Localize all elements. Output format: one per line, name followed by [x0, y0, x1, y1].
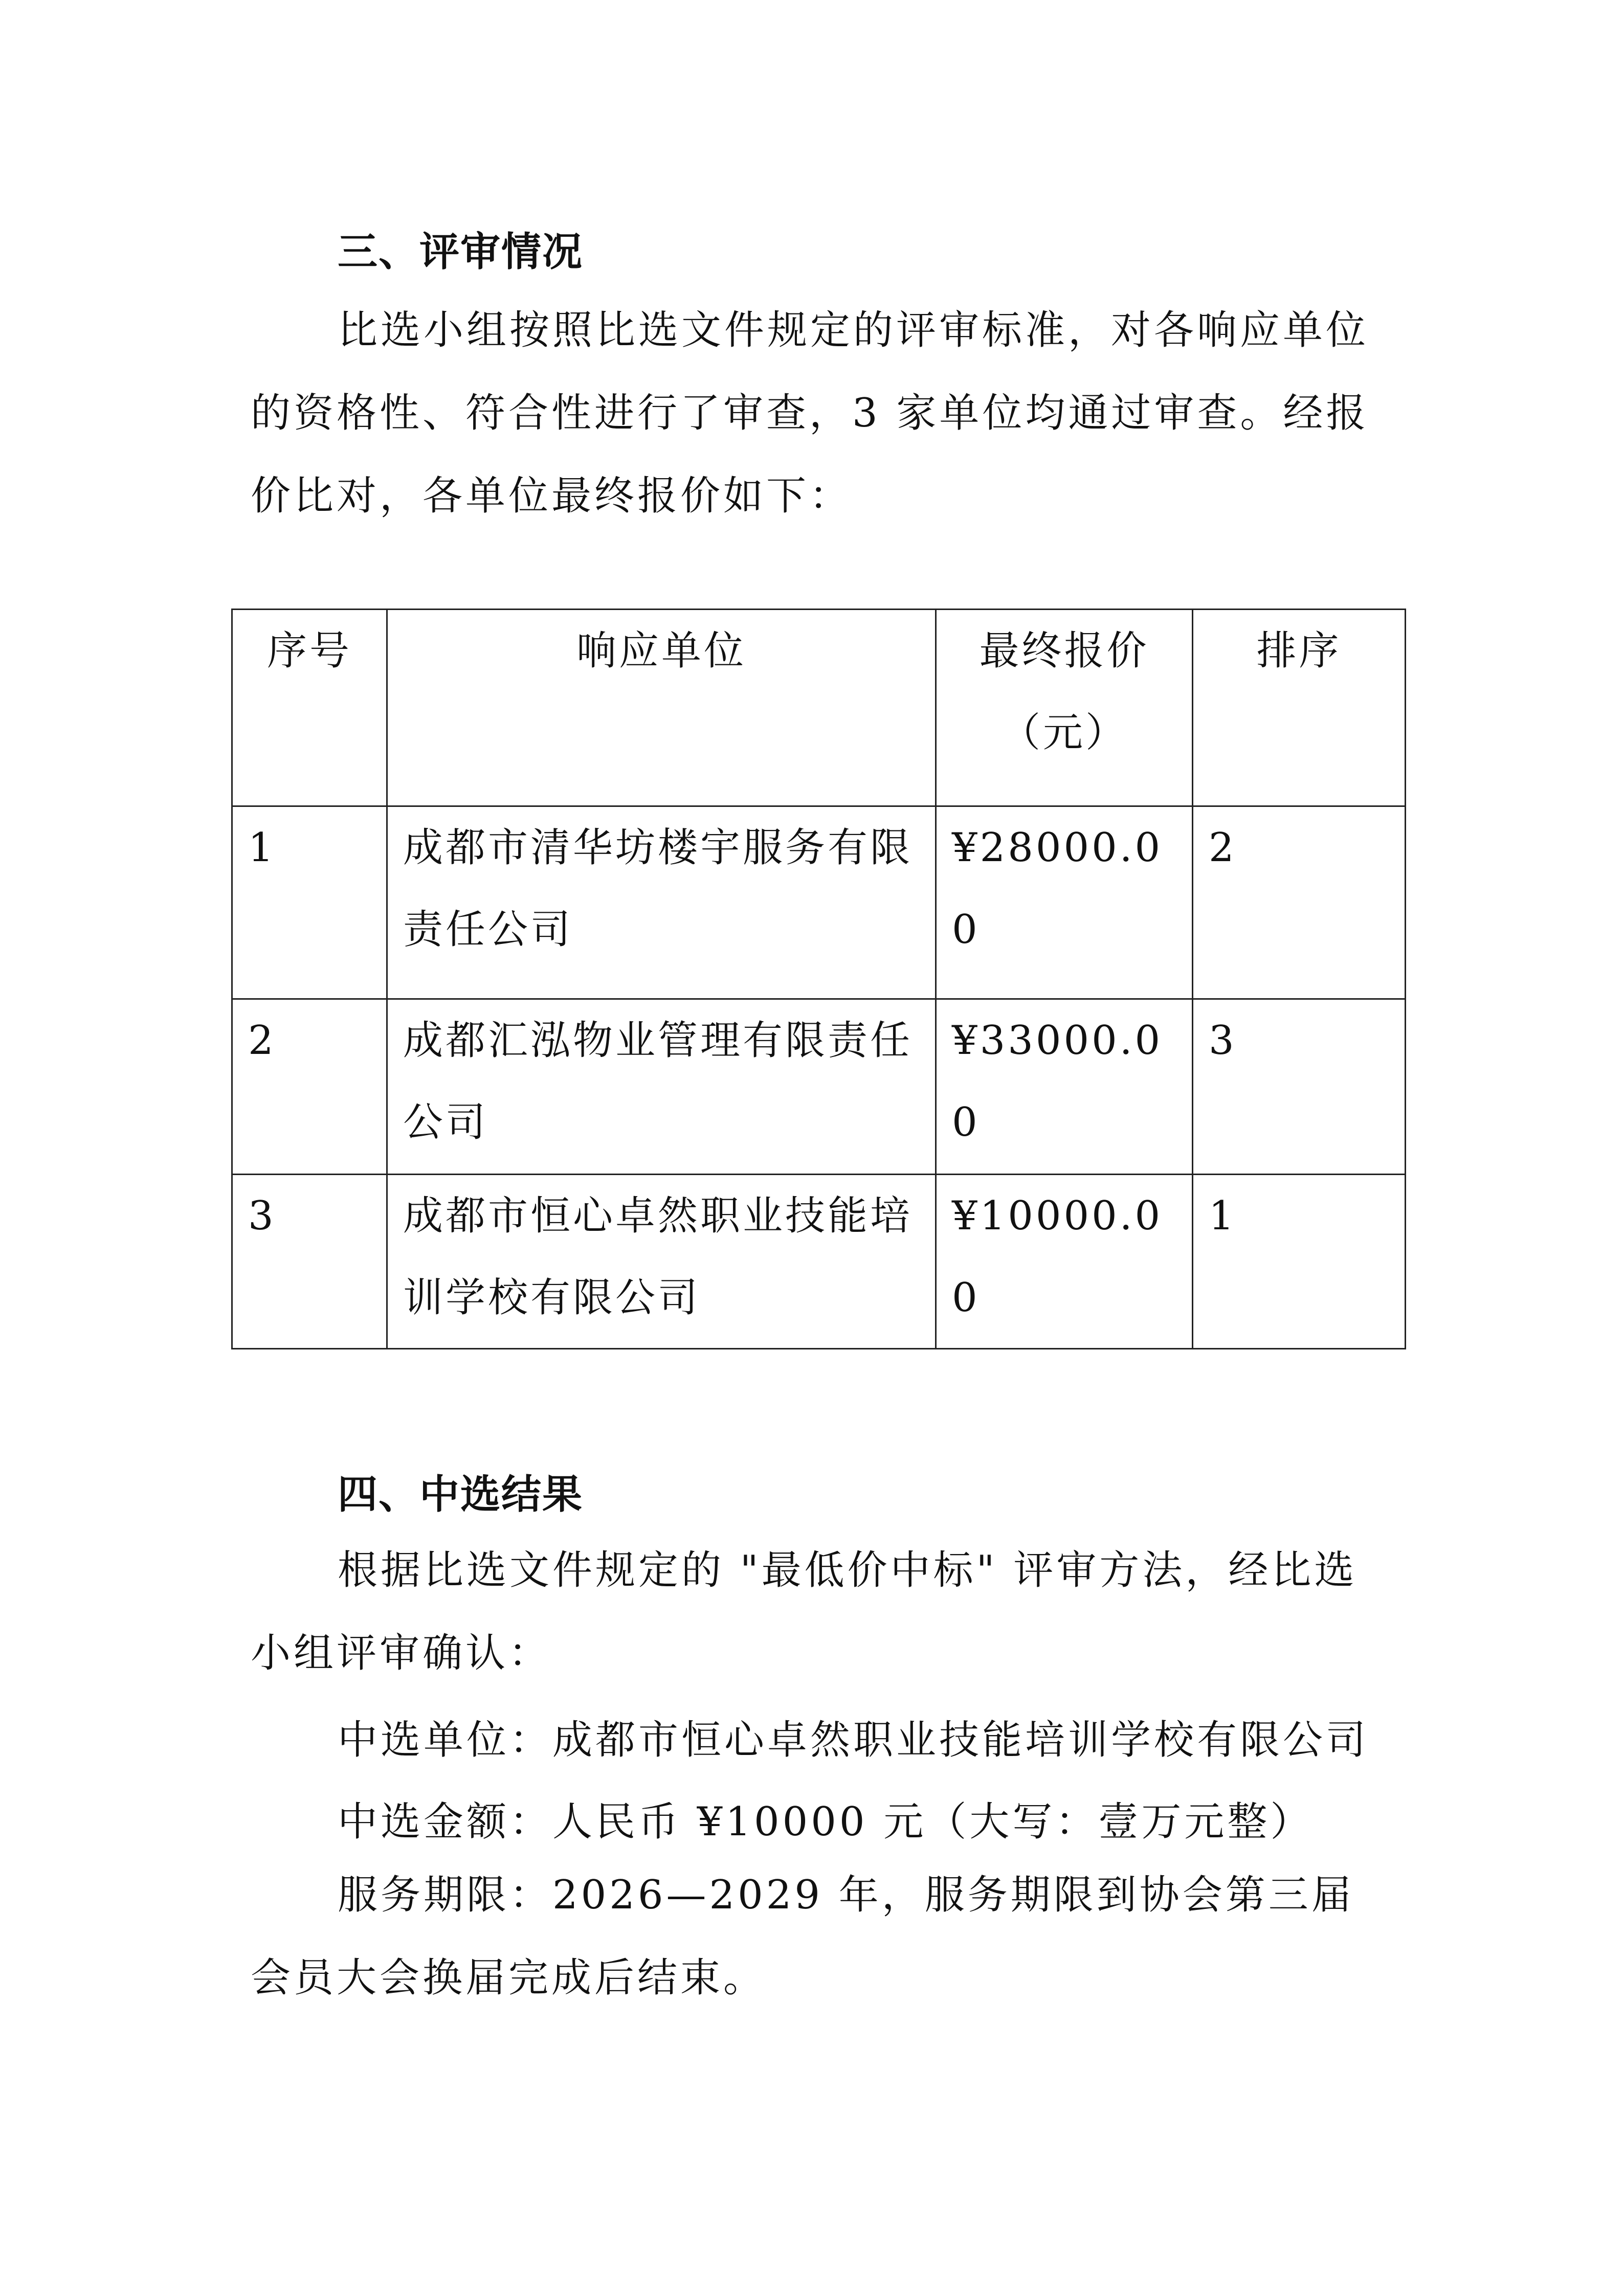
row-price: ¥28000.00: [936, 806, 1193, 999]
row-price: ¥10000.00: [936, 1175, 1193, 1349]
row-index: 2: [232, 999, 387, 1175]
row-rank: 2: [1193, 806, 1406, 999]
section-three-paragraph: 比选小组按照比选文件规定的评审标准，对各响应单位的资格性、符合性进行了审查，3 家单位均通过审查。经报价比对，各单位最终报价如下：: [251, 307, 1369, 519]
header-price-unit: （元）: [1000, 710, 1128, 756]
results-table: [231, 609, 1406, 1349]
header-rank: 排序: [1193, 610, 1406, 806]
section-four-heading: 四、中选结果: [338, 1472, 584, 1518]
table-row: [232, 999, 1406, 1175]
row-index: 3: [232, 1175, 387, 1349]
row-unit: 成都市清华坊楼宇服务有限责任公司: [387, 806, 936, 999]
row-rank: 1: [1193, 1175, 1406, 1349]
header-unit: 响应单位: [387, 610, 936, 806]
winner-line: 中选单位：成都市恒心卓然职业技能培训学校有限公司: [338, 1717, 1369, 1763]
amount-line: 中选金额：人民币 ¥10000 元（大写：壹万元整）: [338, 1799, 1314, 1845]
header-index: 序号: [232, 610, 387, 806]
section-four-paragraph: 根据比选文件规定的 "最低价中标" 评审方法，经比选小组评审确认：: [251, 1547, 1358, 1676]
row-unit: 成都汇泓物业管理有限责任公司: [387, 999, 936, 1175]
table-row: [232, 806, 1406, 999]
header-price: [936, 610, 1193, 806]
row-rank: 3: [1193, 999, 1406, 1175]
row-index: 1: [232, 806, 387, 999]
header-price-label: 最终报价: [979, 628, 1149, 674]
row-price: ¥33000.00: [936, 999, 1193, 1175]
service-period-paragraph: 服务期限：2026—2029 年，服务期限到协会第三届会员大会换届完成后结束。: [251, 1872, 1354, 2001]
section-three-heading: 三、评审情况: [338, 229, 584, 275]
table-header-row: [232, 610, 1406, 806]
table-row: [232, 1175, 1406, 1349]
row-unit: 成都市恒心卓然职业技能培训学校有限公司: [387, 1175, 936, 1349]
